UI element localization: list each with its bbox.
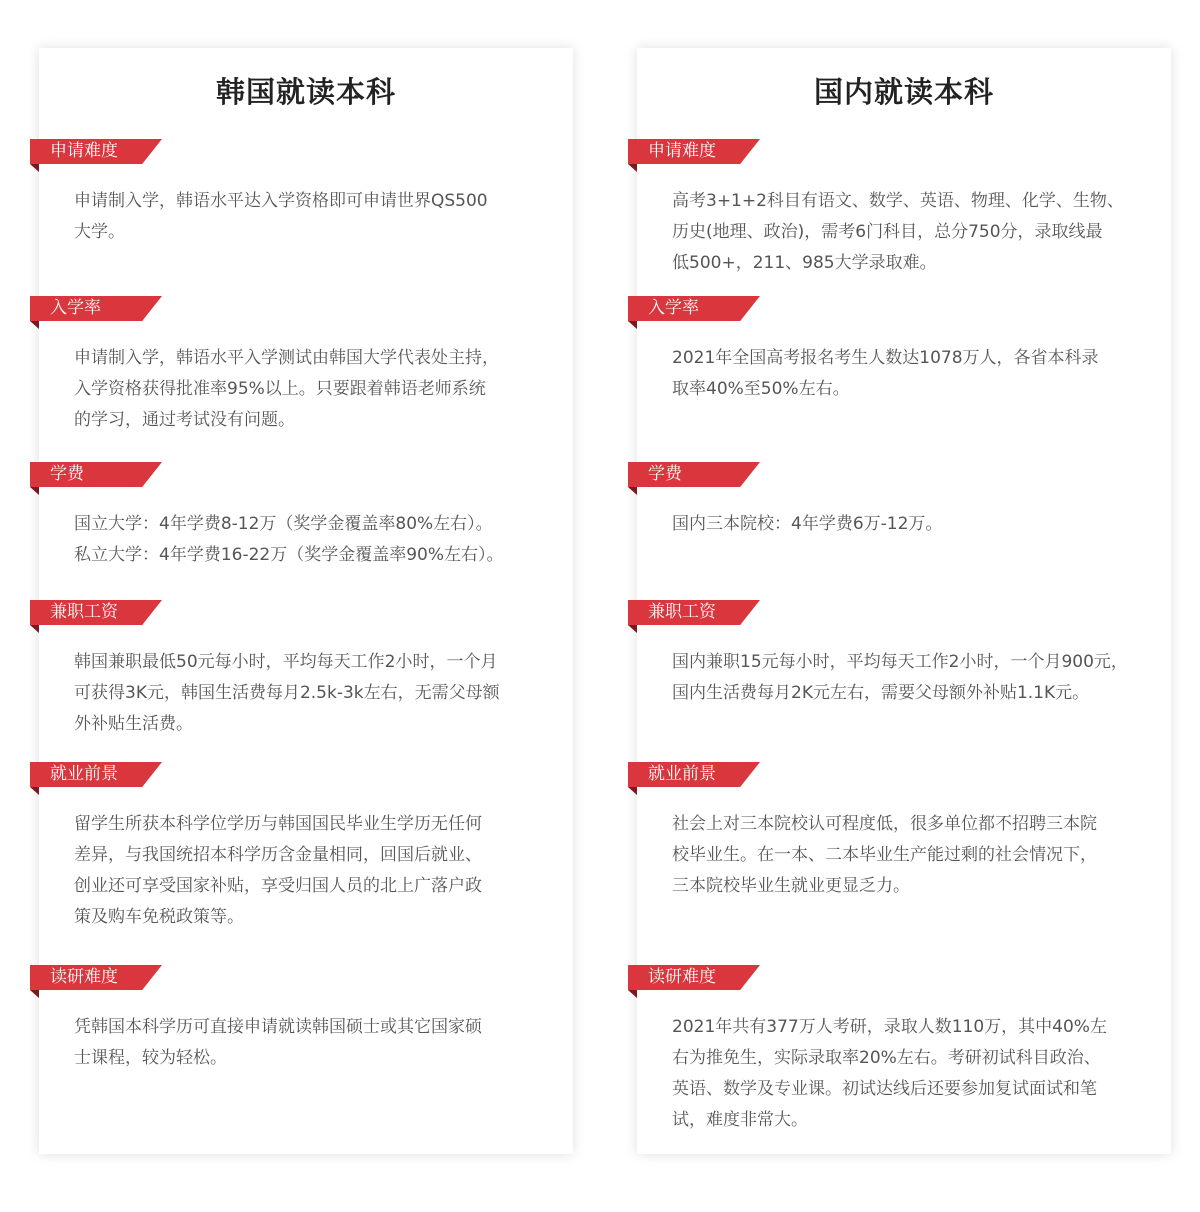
section-text: 国内三本院校：4年学费6万-12万。 <box>672 514 943 534</box>
section-text: 申请制入学，韩语水平入学测试由韩国大学代表处主持， 入学资格获得批准率95%以上。只要跟着韩语老师系统 的学习，通过考试没有问题。 <box>74 348 499 430</box>
section-text: 凭韩国本科学历可直接申请就读韩国硕士或其它国家硕 士课程，较为轻松。 <box>74 1017 482 1068</box>
domestic-undergrad-card <box>637 48 1171 1154</box>
section-tag <box>628 965 760 990</box>
section-part-time-wage <box>30 600 564 740</box>
section-tuition <box>628 462 1162 540</box>
section-text: 2021年全国高考报名考生人数达1078万人，各省本科录 取率40%至50%左右。 <box>672 348 1099 399</box>
section-text: 申请制入学，韩语水平达入学资格即可申请世界QS500 大学。 <box>74 191 488 242</box>
section-part-time-wage <box>628 600 1162 709</box>
section-application-difficulty <box>628 139 1162 279</box>
section-text: 韩国兼职最低50元每小时，平均每天工作2小时，一个月 可获得3K元，韩国生活费每月2.5k-3k左右，无需父母额 外补贴生活费。 <box>74 652 500 734</box>
section-application-difficulty <box>30 139 564 248</box>
section-tag-label: 读研难度 <box>648 967 716 987</box>
korea-undergrad-card <box>39 48 573 1154</box>
section-text: 留学生所获本科学位学历与韩国国民毕业生学历无任何 差异，与我国统招本科学历含金量相同，回国后就业、 创业还可享受国家补贴，享受归国人员的北上广落户政 策及购车免税政策等。 <box>74 814 482 927</box>
section-tag-label: 学费 <box>648 464 682 484</box>
section-tag-label: 就业前景 <box>50 764 118 784</box>
section-tuition <box>30 462 564 571</box>
section-employment-prospects <box>30 762 564 933</box>
section-tag-label: 兼职工资 <box>648 602 716 622</box>
section-text: 2021年共有377万人考研，录取人数110万，其中40%左 右为推免生，实际录取率20%左右。考研初试科目政治、 英语、数学及专业课。初试达线后还要参加复试面试和笔 试，难度非常大。 <box>672 1017 1107 1130</box>
section-tag-label: 申请难度 <box>648 141 716 161</box>
section-tag-label: 就业前景 <box>648 764 716 784</box>
section-tag <box>628 762 760 787</box>
section-tag <box>30 600 162 625</box>
section-admission-rate <box>628 296 1162 405</box>
section-tag-label: 兼职工资 <box>50 602 118 622</box>
section-tag <box>628 139 760 164</box>
section-tag-label: 入学率 <box>648 298 699 318</box>
section-tag <box>628 296 760 321</box>
card-title: 国内就读本科 <box>813 75 994 109</box>
section-employment-prospects <box>628 762 1162 902</box>
section-tag <box>30 462 162 487</box>
section-tag <box>30 965 162 990</box>
section-graduate-difficulty <box>628 965 1162 1136</box>
section-text: 国内兼职15元每小时，平均每天工作2小时，一个月900元， 国内生活费每月2K元左右，需要父母额外补贴1.1K元。 <box>672 652 1128 703</box>
section-tag <box>30 296 162 321</box>
section-tag <box>30 762 162 787</box>
section-tag-label: 入学率 <box>50 298 101 318</box>
section-text: 社会上对三本院校认可程度低，很多单位都不招聘三本院 校毕业生。在一本、二本毕业生产能过剩的社会情况下， 三本院校毕业生就业更显乏力。 <box>672 814 1097 896</box>
section-tag-label: 学费 <box>50 464 84 484</box>
section-graduate-difficulty <box>30 965 564 1074</box>
section-tag <box>30 139 162 164</box>
section-text: 高考3+1+2科目有语文、数学、英语、物理、化学、生物、 历史(地理、政治)，需考6门科目，总分750分，录取线最 低500+，211、985大学录取难。 <box>672 191 1124 273</box>
card-title: 韩国就读本科 <box>215 75 396 109</box>
section-tag <box>628 462 760 487</box>
section-admission-rate <box>30 296 564 436</box>
section-tag-label: 读研难度 <box>50 967 118 987</box>
section-tag <box>628 600 760 625</box>
section-tag-label: 申请难度 <box>50 141 118 161</box>
section-text: 国立大学：4年学费8-12万（奖学金覆盖率80%左右）。 私立大学：4年学费16-22万（奖学金覆盖率90%左右）。 <box>74 514 504 565</box>
